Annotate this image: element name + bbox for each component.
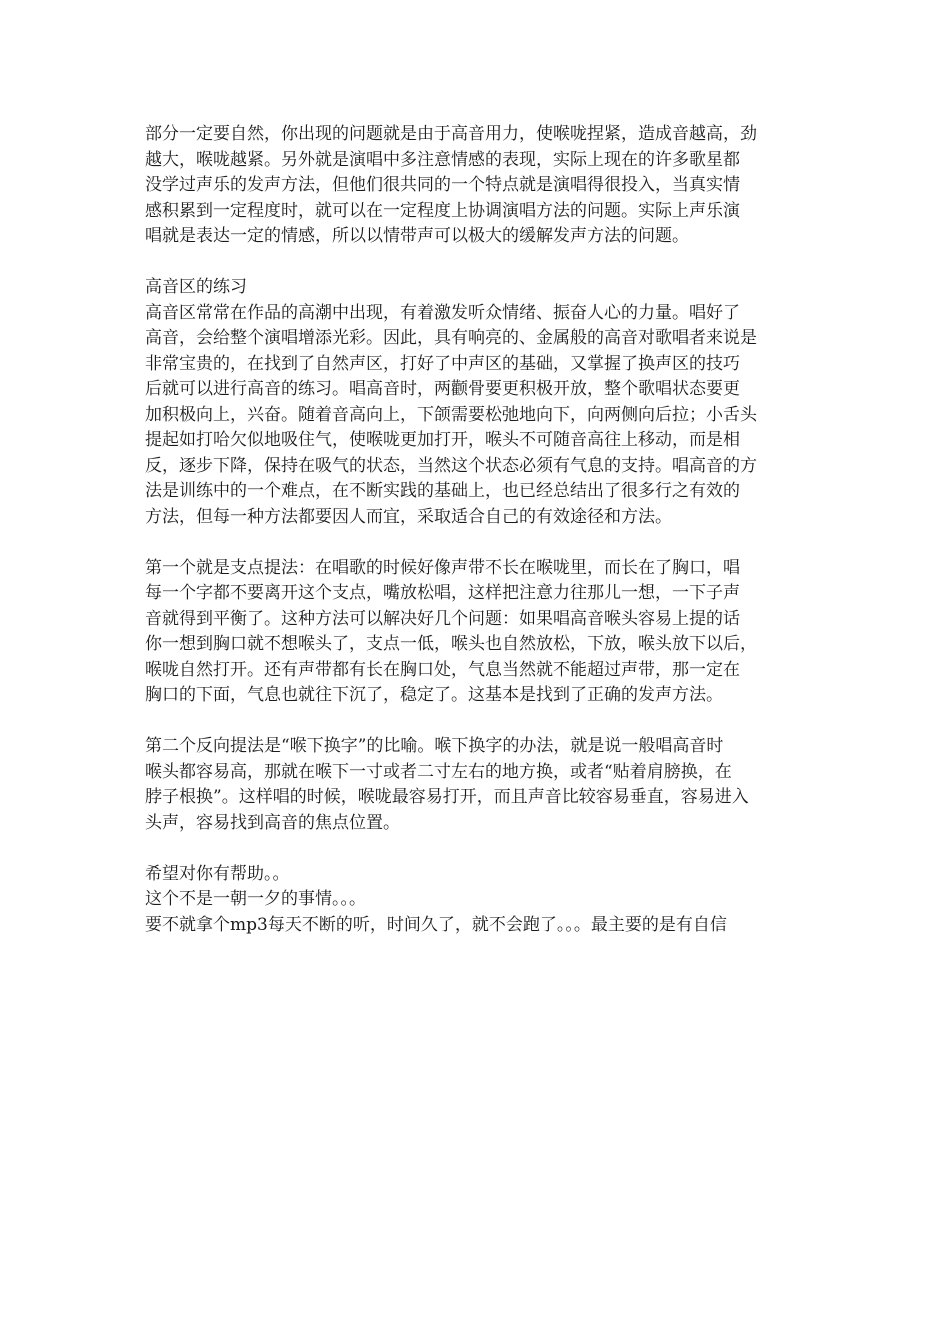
text-line: 非常宝贵的，在找到了自然声区，打好了中声区的基础，又掌握了换声区的技巧	[145, 353, 740, 374]
text-line: 这个不是一朝一夕的事情。。。	[145, 889, 366, 909]
paragraph-gap	[145, 250, 810, 276]
paragraph-gap	[145, 530, 810, 556]
text-line: 喉头都容易高，那就在喉下一寸或者二寸左右的地方换，或者“贴着肩膀换，在	[145, 761, 732, 782]
paragraph-gap	[145, 709, 810, 735]
text-line: 音就得到平衡了。这种方法可以解决好几个问题：如果唱高音喉头容易上提的话	[145, 608, 740, 629]
text-line: 提起如打哈欠似地吸住气，使喉咙更加打开，喉头不可随音高往上移动，而是相	[145, 430, 740, 450]
text-line: 每一个字都不要离开这个支点，嘴放松唱，这样把注意力往那儿一想，一下子声	[145, 583, 740, 603]
text-line: 唱就是表达一定的情感，所以以情带声可以极大的缓解发声方法的问题。	[145, 226, 689, 246]
text-line: 方法，但每一种方法都要因人而宜，采取适合自己的有效途径和方法。	[145, 506, 672, 527]
text-line: 你一想到胸口就不想喉头了，支点一低，喉头也自然放松，下放，喉头放下以后，	[145, 634, 757, 654]
text-line: 加积极向上，兴奋。随着音高向上，下颌需要松弛地向下，向两侧向后拉；小舌头	[145, 404, 757, 425]
paragraph-fulcrum-method	[145, 556, 810, 709]
text-line: 法是训练中的一个难点，在不断实践的基础上，也已经总结出了很多行之有效的	[145, 481, 740, 501]
text-line: 后就可以进行高音的练习。唱高音时，两颧骨要更积极开放，整个歌唱状态要更	[145, 379, 740, 399]
text-line: 要不就拿个mp3每天不断的听，时间久了，就不会跑了。。。最主要的是有自信	[145, 914, 727, 935]
document-body	[145, 122, 810, 938]
text-line: 希望对你有帮助。。	[145, 863, 290, 884]
text-line: 高音区常常在作品的高潮中出现，有着激发听众情绪、振奋人心的力量。唱好了	[145, 302, 740, 323]
text-line: 感积累到一定程度时，就可以在一定程度上协调演唱方法的问题。实际上声乐演	[145, 200, 740, 221]
paragraph-high-register-practice	[145, 275, 810, 530]
text-line: 高音，会给整个演唱增添光彩。因此，具有响亮的、金属般的高音对歌唱者来说是	[145, 328, 757, 348]
text-line: 脖子根换”。这样唱的时候，喉咙最容易打开，而且声音比较容易垂直，容易进入	[145, 787, 749, 807]
text-line: 喉咙自然打开。还有声带都有长在胸口处，气息当然就不能超过声带，那一定在	[145, 659, 740, 680]
text-line: 越大，喉咙越紧。另外就是演唱中多注意情感的表现，实际上现在的许多歌星都	[145, 149, 740, 170]
text-line: 没学过声乐的发声方法，但他们很共同的一个特点就是演唱得很投入，当真实情	[145, 175, 740, 195]
text-line: 第一个就是支点提法：在唱歌的时候好像声带不长在喉咙里，而长在了胸口，唱	[145, 557, 740, 578]
paragraph-closing-remarks	[145, 862, 810, 939]
text-line: 反，逐步下降，保持在吸气的状态，当然这个状态必须有气息的支持。唱高音的方	[145, 455, 757, 476]
text-line: 胸口的下面，气息也就往下沉了，稳定了。这基本是找到了正确的发声方法。	[145, 685, 723, 705]
text-line: 部分一定要自然，你出现的问题就是由于高音用力，使喉咙捏紧，造成音越高，劲	[145, 124, 757, 144]
section-heading: 高音区的练习	[145, 277, 247, 297]
paragraph-vocal-naturalness	[145, 122, 810, 250]
text-line: 头声，容易找到高音的焦点位置。	[145, 812, 400, 833]
paragraph-gap	[145, 836, 810, 862]
paragraph-reverse-method	[145, 734, 810, 836]
text-line: 第二个反向提法是“喉下换字”的比喻。喉下换字的办法，就是说一般唱高音时	[145, 736, 724, 756]
